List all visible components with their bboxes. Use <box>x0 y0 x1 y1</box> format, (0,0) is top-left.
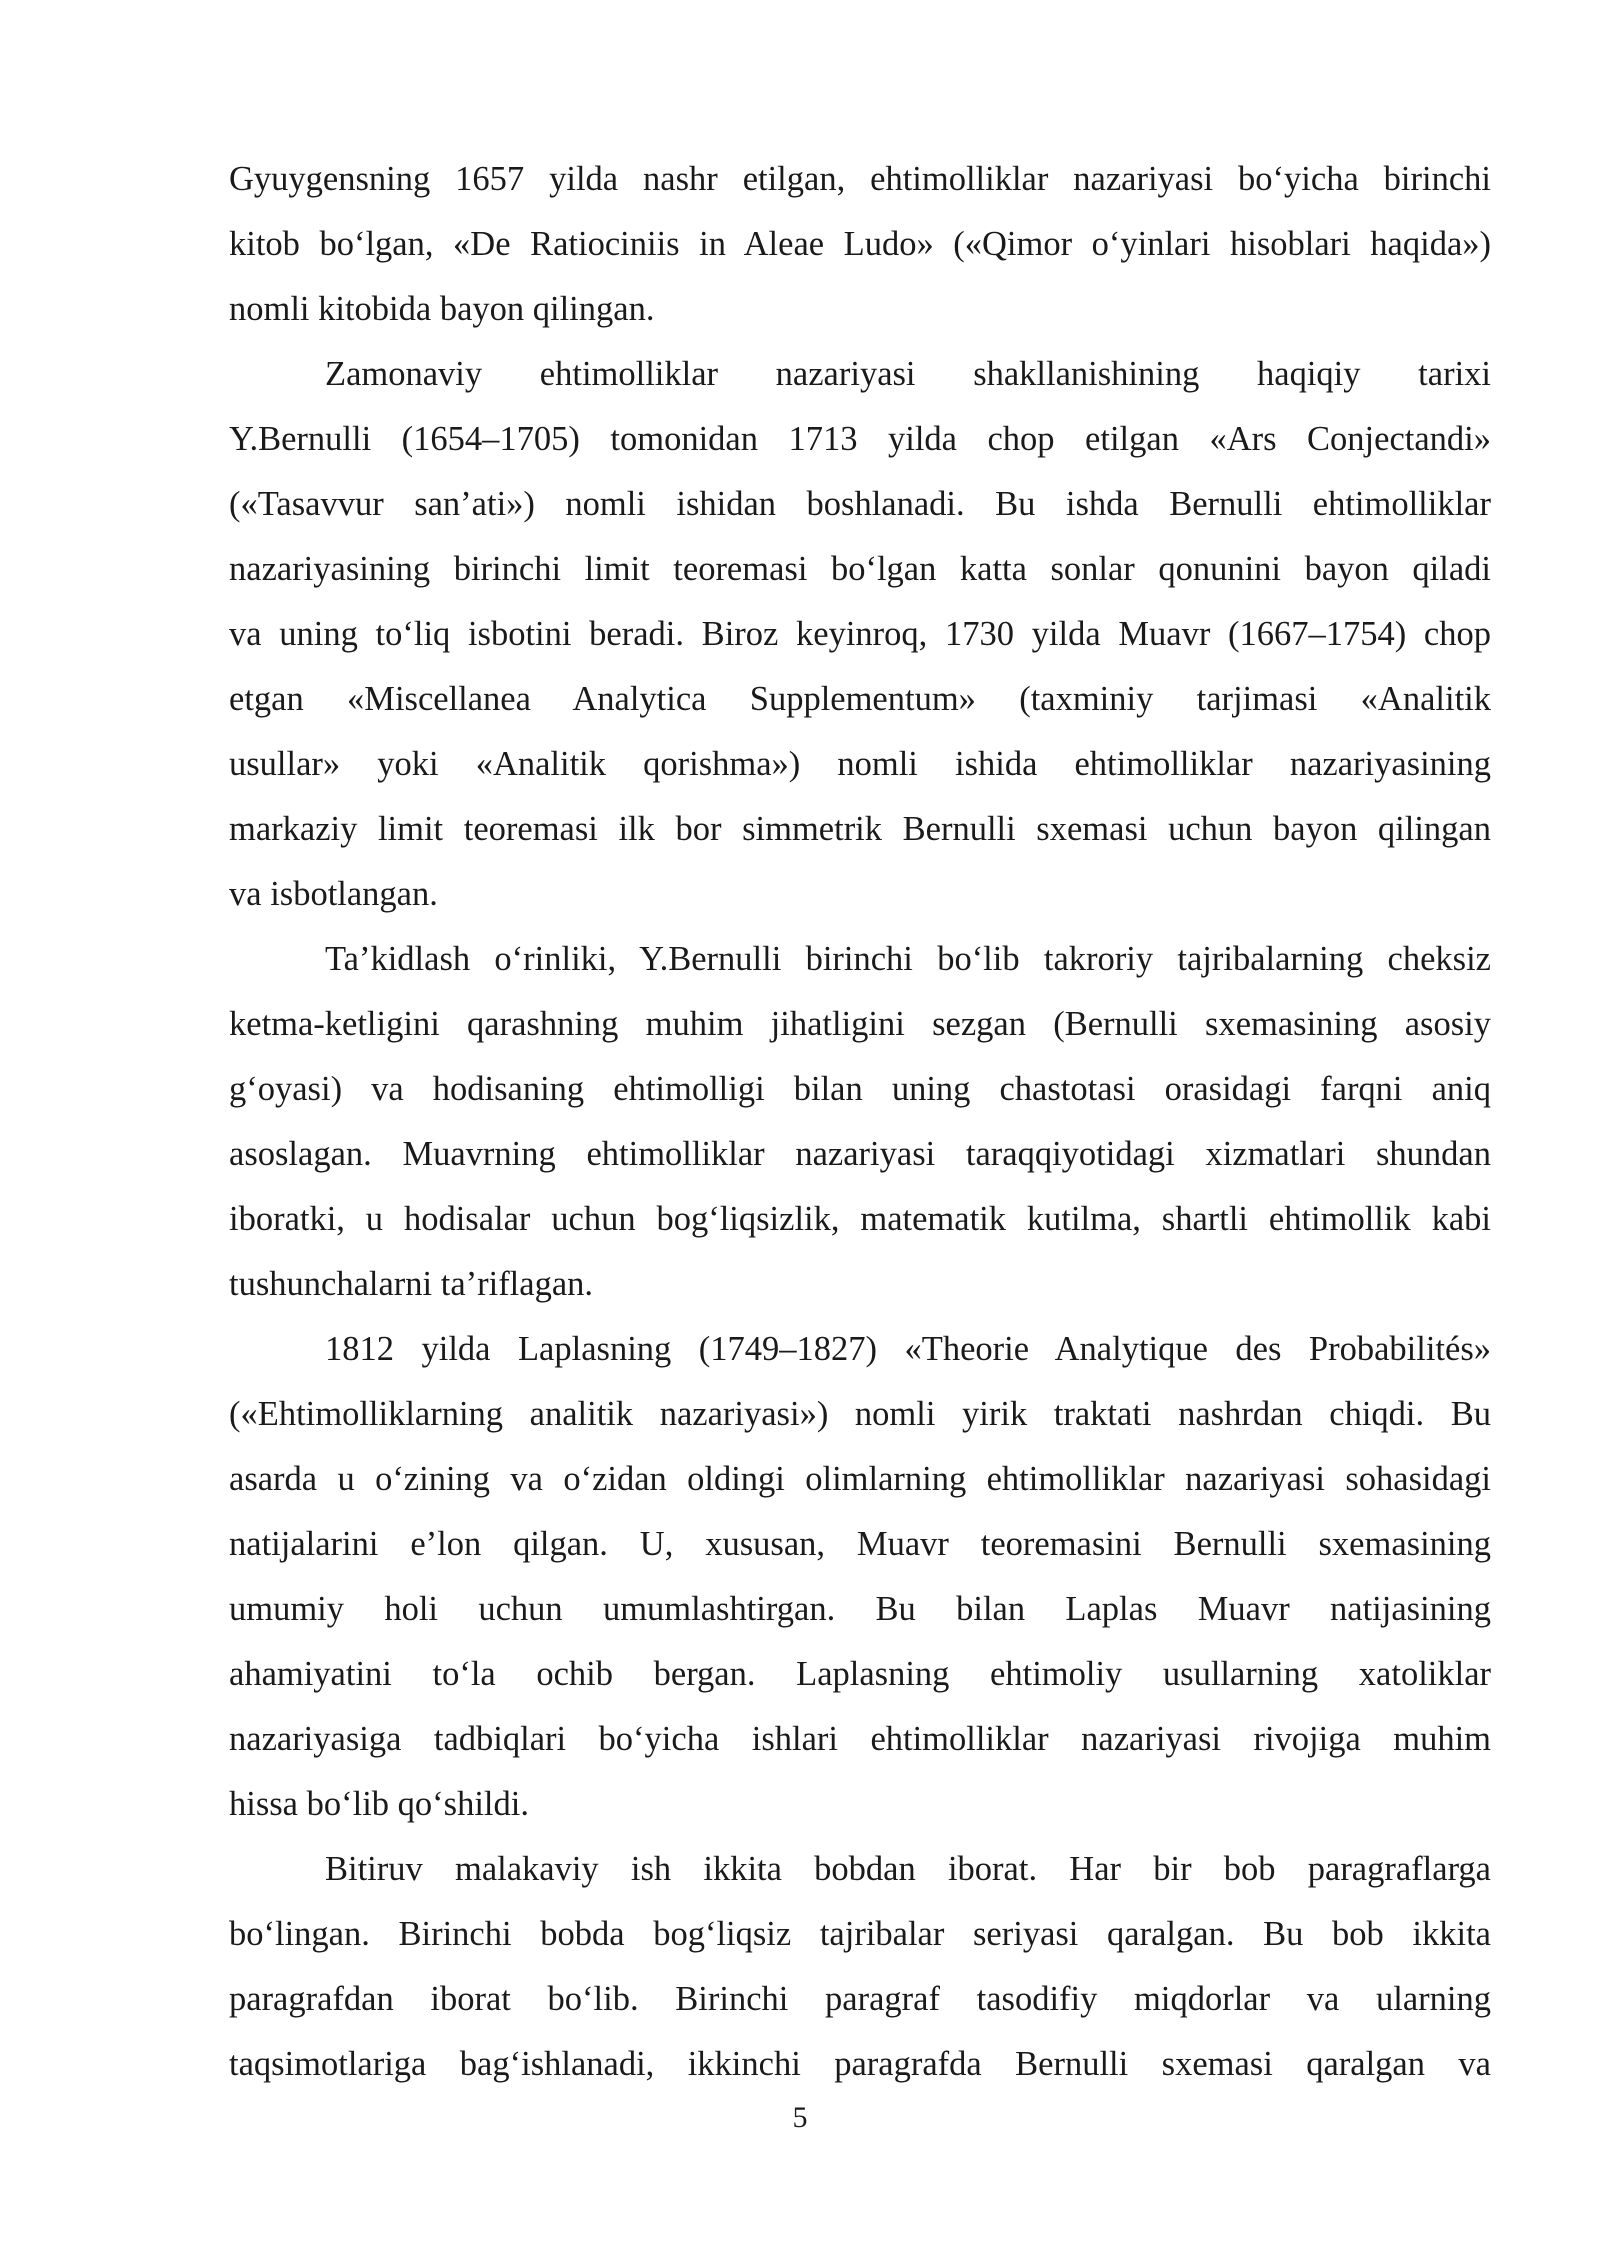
text-line: nomli kitobida bayon qilingan. <box>229 290 655 328</box>
paragraph <box>229 1317 1491 1837</box>
text-line: umumiy holi uchun umumlashtirgan. Bu bilan Laplas Muavr natijasining <box>229 1590 1491 1628</box>
text-line: 1812 yilda Laplasning (1749–1827) «Theorie Analytique des Probabilités» <box>325 1330 1491 1368</box>
text-line: Zamonaviy ehtimolliklar nazariyasi shakllanishining haqiqiy tarixi <box>325 355 1491 393</box>
text-line: paragrafdan iborat bo‘lib. Birinchi paragraf tasodifiy miqdorlar va ularning <box>229 1980 1491 2018</box>
paragraph <box>229 927 1491 1317</box>
text-line: Gyuygensning 1657 yilda nashr etilgan, ehtimolliklar nazariyasi bo‘yicha birinchi <box>229 160 1491 198</box>
page-number: 5 <box>792 2101 808 2134</box>
text-line: ketma-ketligini qarashning muhim jihatligini sezgan (Bernulli sxemasining asosiy <box>229 1005 1491 1043</box>
text-line: va isbotlangan. <box>229 875 438 913</box>
text-line: bo‘lingan. Birinchi bobda bog‘liqsiz tajribalar seriyasi qaralgan. Bu bob ikkita <box>229 1915 1491 1953</box>
text-line: asoslagan. Muavrning ehtimolliklar nazariyasi taraqqiyotidagi xizmatlari shundan <box>229 1135 1491 1173</box>
text-line: Ta’kidlash o‘rinliki, Y.Bernulli birinchi bo‘lib takroriy tajribalarning cheksiz <box>325 940 1491 978</box>
text-line: etgan «Miscellanea Analytica Supplementum» (taxminiy tarjimasi «Analitik <box>229 680 1491 718</box>
text-line: asarda u o‘zining va o‘zidan oldingi olimlarning ehtimolliklar nazariyasi sohasidagi <box>229 1460 1491 1498</box>
paragraph <box>229 147 1491 342</box>
text-line: hissa bo‘lib qo‘shildi. <box>229 1785 529 1823</box>
text-line: natijalarini e’lon qilgan. U, xususan, Muavr teoremasini Bernulli sxemasining <box>229 1525 1491 1563</box>
text-line: («Tasavvur san’ati») nomli ishidan boshlanadi. Bu ishda Bernulli ehtimolliklar <box>229 485 1491 523</box>
text-line: g‘oyasi) va hodisaning ehtimolligi bilan uning chastotasi orasidagi farqni aniq <box>229 1070 1491 1108</box>
text-line: Y.Bernulli (1654–1705) tomonidan 1713 yilda chop etilgan «Ars Conjectandi» <box>229 420 1491 458</box>
text-line: («Ehtimolliklarning analitik nazariyasi») nomli yirik traktati nashrdan chiqdi. Bu <box>229 1395 1491 1433</box>
document-body <box>229 147 1491 2097</box>
text-line: markaziy limit teoremasi ilk bor simmetrik Bernulli sxemasi uchun bayon qilingan <box>229 810 1491 848</box>
paragraph <box>229 342 1491 927</box>
text-line: nazariyasining birinchi limit teoremasi bo‘lgan katta sonlar qonunini bayon qiladi <box>229 550 1491 588</box>
text-line: Bitiruv malakaviy ish ikkita bobdan iborat. Har bir bob paragraflarga <box>325 1850 1491 1888</box>
paragraph <box>229 1837 1491 2097</box>
text-line: iboratki, u hodisalar uchun bog‘liqsizlik, matematik kutilma, shartli ehtimollik kabi <box>229 1200 1491 1238</box>
text-line: ahamiyatini to‘la ochib bergan. Laplasning ehtimoliy usullarning xatoliklar <box>229 1655 1491 1693</box>
text-line: va uning to‘liq isbotini beradi. Biroz keyinroq, 1730 yilda Muavr (1667–1754) chop <box>229 615 1491 653</box>
text-line: tushunchalarni ta’riflagan. <box>229 1265 594 1303</box>
text-line: kitob bo‘lgan, «De Ratiociniis in Aleae Ludo» («Qimor o‘yinlari hisoblari haqida») <box>229 225 1491 263</box>
text-line: usullar» yoki «Analitik qorishma») nomli ishida ehtimolliklar nazariyasining <box>229 745 1491 783</box>
text-line: taqsimotlariga bag‘ishlanadi, ikkinchi paragrafda Bernulli sxemasi qaralgan va <box>229 2045 1491 2083</box>
text-line: nazariyasiga tadbiqlari bo‘yicha ishlari ehtimolliklar nazariyasi rivojiga muhim <box>229 1720 1491 1758</box>
